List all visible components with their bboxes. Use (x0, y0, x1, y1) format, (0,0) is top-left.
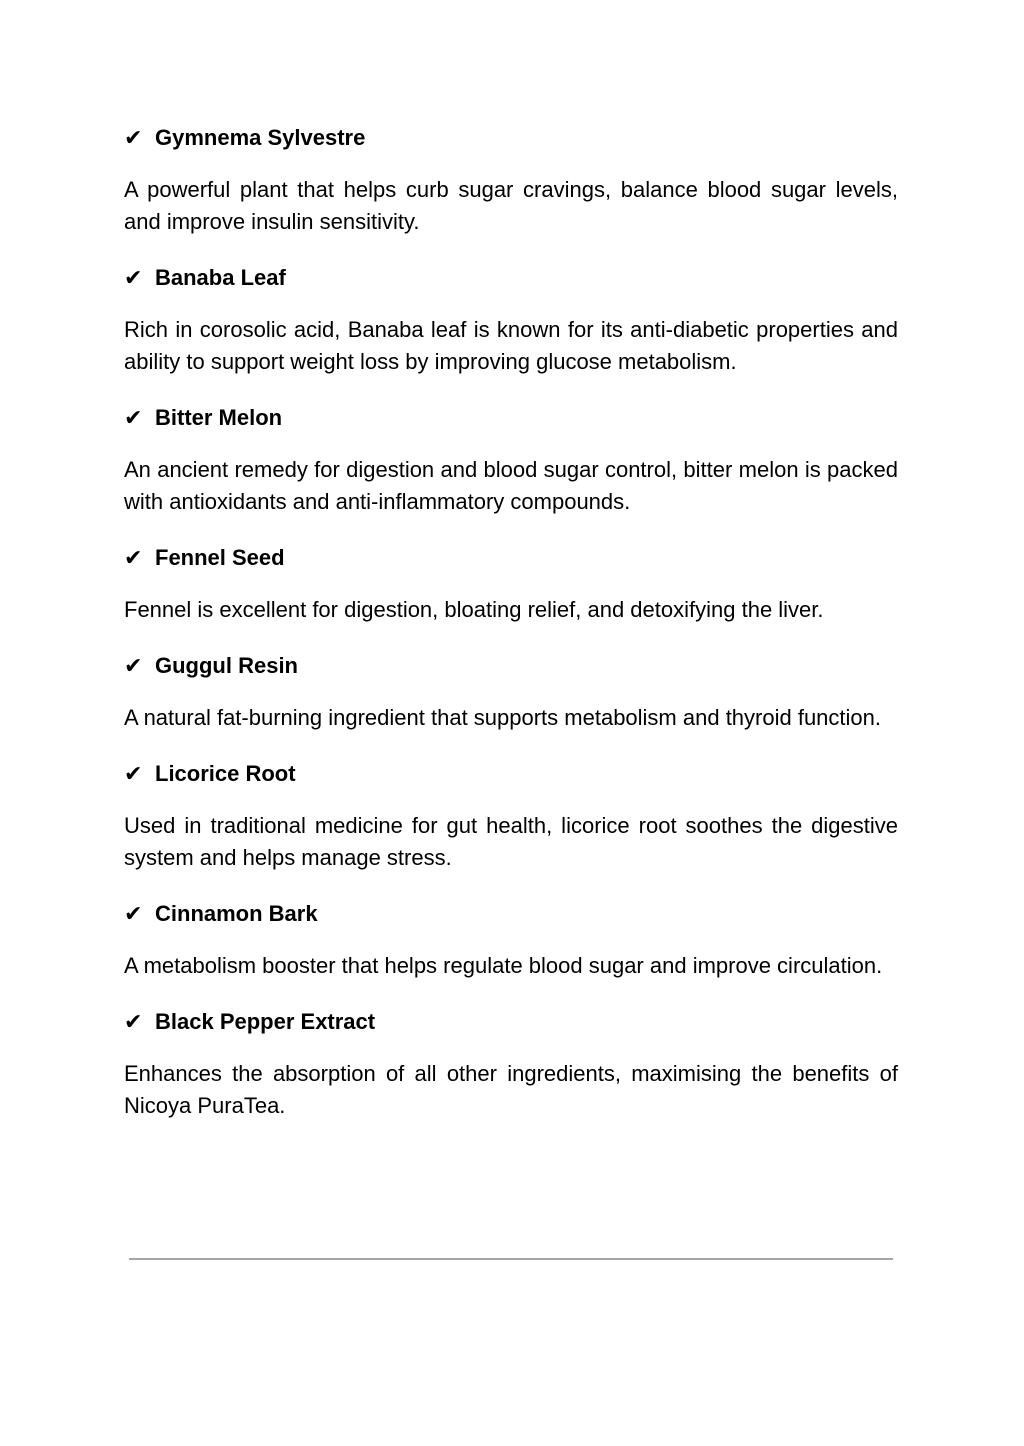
ingredient-name: Bitter Melon (155, 405, 283, 430)
ingredient-name: Guggul Resin (155, 653, 298, 678)
ingredient-heading (124, 758, 898, 790)
checkmark-icon: ✔ (124, 653, 143, 678)
ingredient-description: A powerful plant that helps curb sugar cravings, balance blood sugar levels, and improve insulin sensitivity. (124, 177, 898, 234)
ingredient-name: Licorice Root (155, 761, 296, 786)
ingredient-item (124, 542, 898, 626)
ingredient-description: Rich in corosolic acid, Banaba leaf is known for its anti-diabetic properties and ability to support weight loss by improving glucose metabolism. (124, 317, 898, 374)
ingredient-heading (124, 262, 898, 294)
ingredient-name: Black Pepper Extract (155, 1009, 376, 1034)
ingredient-name: Cinnamon Bark (155, 901, 318, 926)
ingredient-description: A natural fat-burning ingredient that supports metabolism and thyroid function. (124, 705, 882, 730)
checkmark-icon: ✔ (124, 1009, 143, 1034)
ingredient-item (124, 758, 898, 874)
ingredient-list (124, 122, 898, 1146)
ingredient-item (124, 1006, 898, 1122)
ingredient-item (124, 122, 898, 238)
horizontal-divider (129, 1258, 893, 1260)
ingredient-name: Gymnema Sylvestre (155, 125, 366, 150)
ingredient-heading (124, 122, 898, 154)
checkmark-icon: ✔ (124, 125, 143, 150)
ingredient-description: Enhances the absorption of all other ingredients, maximising the benefits of Nicoya PuraTea. (124, 1061, 898, 1118)
ingredient-heading (124, 1006, 898, 1038)
checkmark-icon: ✔ (124, 405, 143, 430)
ingredient-item (124, 650, 898, 734)
ingredient-description: An ancient remedy for digestion and blood sugar control, bitter melon is packed with antioxidants and anti-inflammatory compounds. (124, 457, 898, 514)
ingredient-item (124, 262, 898, 378)
ingredient-description: A metabolism booster that helps regulate blood sugar and improve circulation. (124, 953, 883, 978)
checkmark-icon: ✔ (124, 761, 143, 786)
ingredient-description: Used in traditional medicine for gut health, licorice root soothes the digestive system and helps manage stress. (124, 813, 898, 870)
checkmark-icon: ✔ (124, 265, 143, 290)
ingredient-name: Banaba Leaf (155, 265, 286, 290)
ingredient-heading (124, 898, 898, 930)
ingredient-item (124, 402, 898, 518)
ingredient-item (124, 898, 898, 982)
ingredient-heading (124, 650, 898, 682)
ingredient-heading (124, 542, 898, 574)
checkmark-icon: ✔ (124, 545, 143, 570)
checkmark-icon: ✔ (124, 901, 143, 926)
ingredient-name: Fennel Seed (155, 545, 285, 570)
ingredient-heading (124, 402, 898, 434)
ingredient-description: Fennel is excellent for digestion, bloating relief, and detoxifying the liver. (124, 597, 824, 622)
